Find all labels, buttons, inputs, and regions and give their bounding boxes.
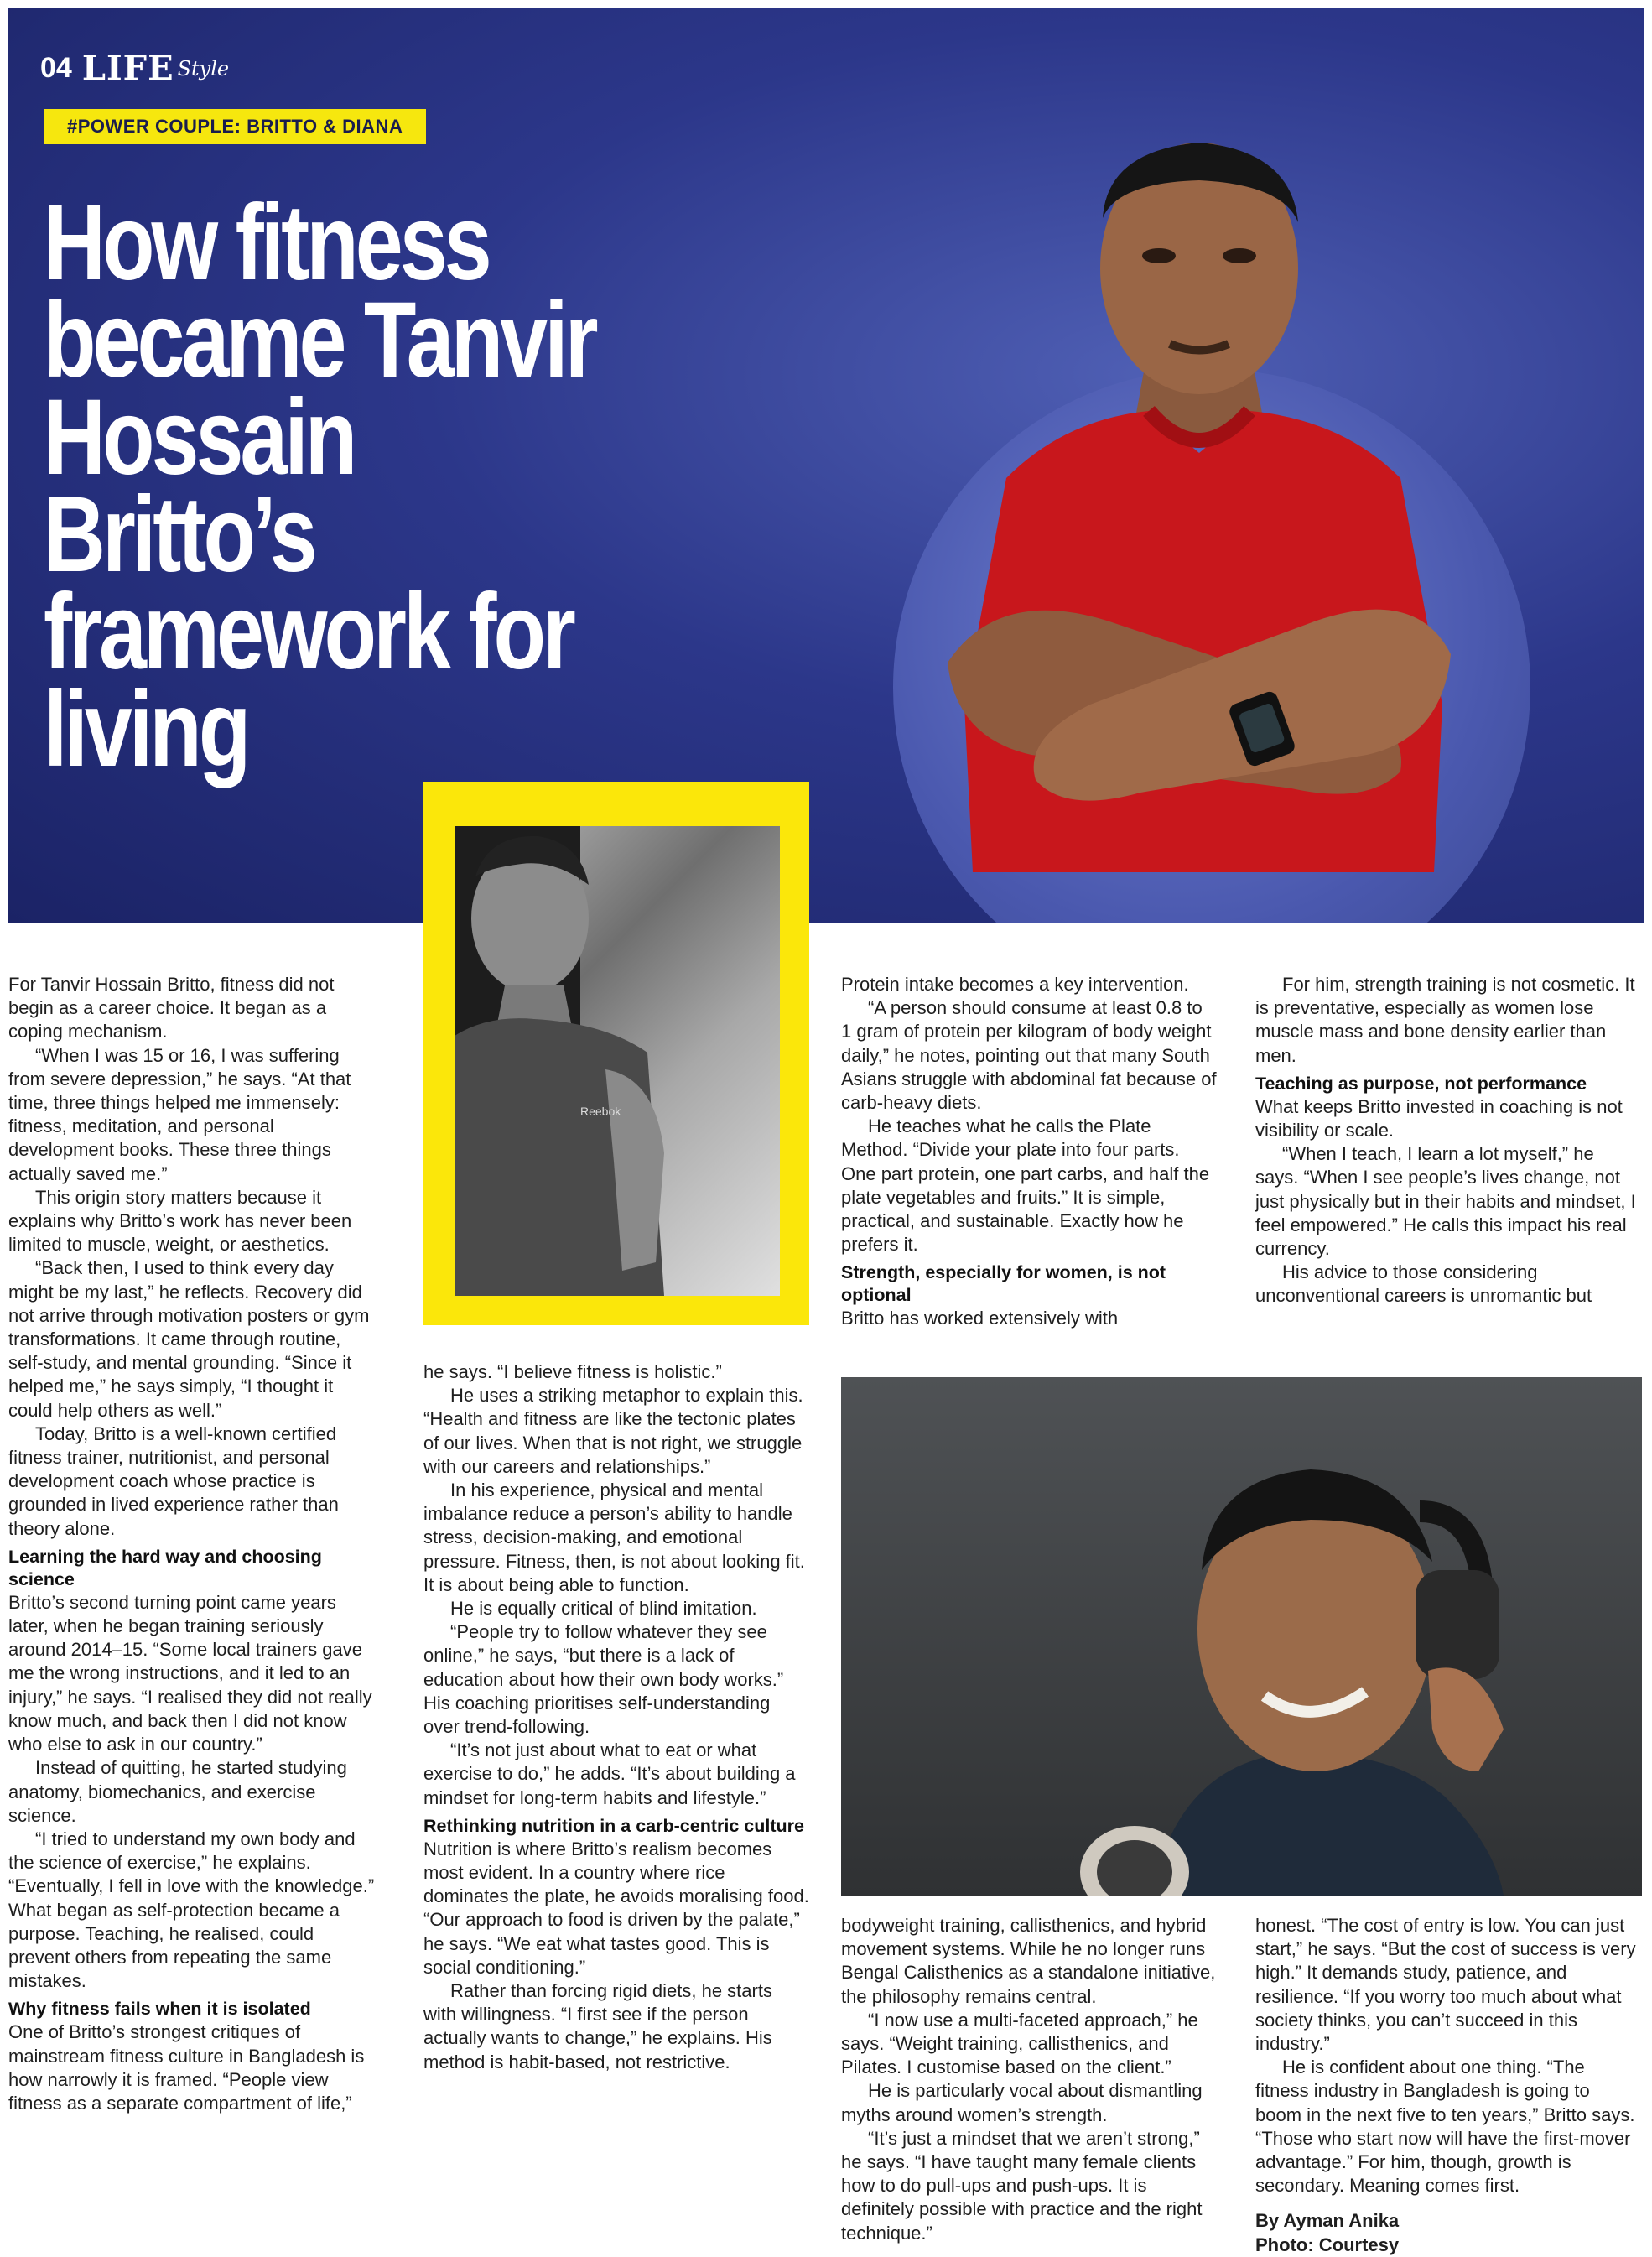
subheading: Learning the hard way and choosing science — [8, 1546, 322, 1589]
section-logo-sub: Style — [177, 56, 230, 81]
bw-portrait — [455, 826, 780, 1296]
article-column-3-top — [841, 973, 1217, 1331]
paragraph: His advice to those considering unconventional careers is unromantic but — [1255, 1261, 1592, 1307]
paragraph: “It’s not just about what to eat or what exercise to do,” he adds. “It’s about building a mindset for long-term habits and lifestyle.” — [423, 1740, 796, 1808]
paragraph: bodyweight training, callisthenics, and hybrid movement systems. While he no longer runs Bengal Calisthenics as a standalone initiative, the philosophy remains central. — [841, 1915, 1216, 2007]
paragraph: Britto has worked extensively with — [841, 1308, 1119, 1329]
paragraph: “Back then, I used to think every day might be my last,” he reflects. Recovery did not arrive through motivation posters or gym transformations. It came through routine, self-study, and mental grounding. “Since it helped me,” he says simply, “I thought it could help others as well.” — [8, 1257, 370, 1421]
headphones-portrait-figure — [841, 1377, 1642, 1896]
paragraph: honest. “The cost of entry is low. You can just start,” he says. “But the cost of success is very high.” It demands study, patience, and resilience. “If you worry too much about what society thinks, you can’t succeed in this industry.” — [1255, 1915, 1636, 2055]
page-header — [40, 49, 229, 88]
section-logo: LIFE — [81, 49, 174, 88]
subheading: Why fitness fails when it is isolated — [8, 1999, 311, 2020]
paragraph: “When I was 15 or 16, I was suffering from severe depression,” he says. “At that time, three things helped me immensely: fitness, meditation, and personal development books. These three things actually saved me.” — [8, 1044, 351, 1184]
paragraph: For him, strength training is not cosmetic. It is preventative, especially as women lose muscle mass and bone density earlier than men. — [1255, 974, 1635, 1066]
headphones-portrait — [841, 1377, 1642, 1896]
article-column-3-bottom — [841, 1914, 1217, 2245]
portrait-red-shirt — [897, 117, 1501, 923]
bw-portrait-figure — [455, 826, 780, 1296]
paragraph: He is equally critical of blind imitation. — [450, 1598, 757, 1620]
paragraph: “It’s just a mindset that we aren’t strong,” he says. “I have taught many female clients how to do pull-ups and push-ups. It is definitely possible with practice and the right technique.” — [841, 2127, 1203, 2244]
paragraph: “A person should consume at least 0.8 to 1 gram of protein per kilogram of body weight daily,” he notes, pointing out that many South Asians struggle with abdominal fat because of carb-heavy diets. — [841, 997, 1217, 1114]
headline — [44, 183, 634, 789]
paragraph: Nutrition is where Britto’s realism becomes most evident. In a country where rice dominates the plate, he avoids moralising food. “Our approach to food is driven by the palate,” he says. “We eat what tastes good. This is social conditioning.” — [423, 1838, 809, 1978]
hero-banner — [8, 8, 1644, 923]
shirt-logo-text: Reebok — [580, 1105, 621, 1118]
headline-line: Hossain Britto’s — [44, 377, 355, 595]
paragraph: He teaches what he calls the Plate Method. “Divide your plate into four parts. One part protein, one part carbs, and half the plate vegetables and fruits.” It is simple, practical, and sustainable. Exactly how he prefers it. — [841, 1115, 1210, 1256]
paragraph: For Tanvir Hossain Britto, fitness did not begin as a career choice. It began as a coping mechanism. — [8, 974, 335, 1043]
paragraph: He is confident about one thing. “The fitness industry in Bangladesh is going to boom in the next five to ten years,” Britto says. “Those who start now will have the first-mover advantage.” For him, though, growth is secondary. Meaning comes first. — [1255, 2057, 1635, 2197]
kicker-label: #POWER COUPLE: BRITTO & DIANA — [44, 109, 426, 144]
byline: By Ayman Anika — [1255, 2210, 1400, 2232]
paragraph: Instead of quitting, he started studying anatomy, biomechanics, and exercise science. — [8, 1757, 347, 1826]
page-number: 04 — [40, 52, 72, 84]
article-column-4-bottom — [1255, 1914, 1637, 2257]
paragraph: he says. “I believe fitness is holistic.” — [423, 1361, 722, 1382]
paragraph: He uses a striking metaphor to explain this. “Health and fitness are like the tectonic plates of our lives. When that is not right, we struggle with our careers and relationships.” — [423, 1385, 803, 1477]
paragraph: What keeps Britto invested in coaching is not visibility or scale. — [1255, 1095, 1623, 1142]
subheading: Rethinking nutrition in a carb-centric culture — [423, 1815, 804, 1836]
paragraph: Today, Britto is a well-known certified fitness trainer, nutritionist, and personal development coach whose practice is grounded in lived experience rather than theory alone. — [8, 1422, 339, 1539]
subheading: Teaching as purpose, not performance — [1255, 1073, 1587, 1094]
headline-line: living — [44, 669, 248, 789]
article-column-2 — [423, 1360, 809, 2074]
article-column-1 — [8, 973, 377, 2115]
paragraph: Rather than forcing rigid diets, he starts with willingness. “I first see if the person actually wants to change,” he explains. His method is habit-based, not restrictive. — [423, 1980, 772, 2072]
paragraph: “I now use a multi-faceted approach,” he says. “Weight training, callisthenics, and Pilates. I customise based on the client.” — [841, 2009, 1198, 2078]
paragraph: “I tried to understand my own body and the science of exercise,” he explains. “Eventually, I fell in love with the knowledge.” What began as self-protection became a purpose. Teaching, he realised, could prevent others from repeating the same mistakes. — [8, 1828, 375, 1992]
paragraph: One of Britto’s strongest critiques of mainstream fitness culture in Bangladesh is how narrowly it is framed. “People view fitness as a separate compartment of life,” — [8, 2021, 365, 2114]
paragraph: Protein intake becomes a key intervention. — [841, 974, 1189, 995]
paragraph: Britto’s second turning point came years later, when he began training seriously around 2014–15. “Some local trainers gave me the wrong instructions, and it led to an injury,” he says. “I realised they did not really know much, and back then I did not know who else to ask in our country.” — [8, 1591, 372, 1755]
article-column-4-top — [1255, 973, 1637, 1308]
paragraph: “When I teach, I learn a lot myself,” he says. “When I see people’s lives change, not just physically but in their habits and mindset, I feel empowered.” He calls this impact his real currency. — [1255, 1143, 1636, 1260]
headline-line: became Tanvir — [44, 280, 595, 400]
headline-line: framework for — [44, 572, 573, 692]
paragraph: In his experience, physical and mental imbalance reduce a person’s ability to handle stress, decision-making, and emotional pressure. Fitness, then, is not about looking fit. It is about being able to function. — [423, 1480, 805, 1595]
paragraph: “People try to follow whatever they see online,” he says, “but there is a lack of education about how their own body works.” His coaching prioritises self-understanding over trend-following. — [423, 1621, 784, 1738]
photo-credit: Photo: Courtesy — [1255, 2234, 1400, 2255]
subheading: Strength, especially for women, is not optional — [841, 1262, 1166, 1306]
headline-line: How fitness — [44, 183, 489, 303]
paragraph: This origin story matters because it explains why Britto’s work has never been limited to muscle, weight, or aesthetics. — [8, 1186, 352, 1256]
paragraph: He is particularly vocal about dismantling myths around women’s strength. — [841, 2080, 1203, 2125]
